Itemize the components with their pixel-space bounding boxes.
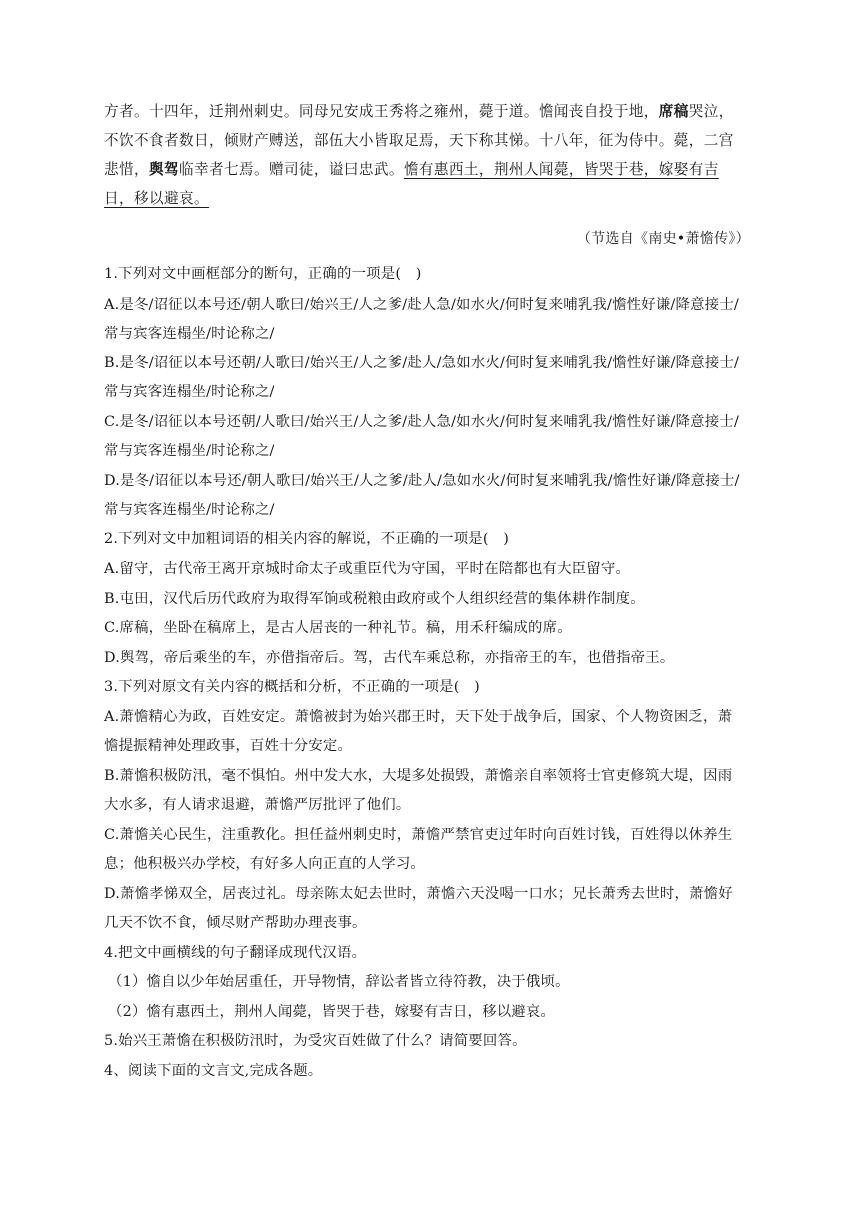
question-1-option-b: B.是冬/诏征以本号还朝/人歌曰/始兴王/人之爹/赴人/急如水火/何时复来哺乳我/憺性好谦/降意接士/ [104,355,740,371]
passage-line-3 [104,155,719,184]
question-4-sentence-1: （1）憺自以少年始居重任，开导物情，辞讼者皆立待符教，决于俄顷。 [108,974,570,990]
question-4-stem: 4.把文中画横线的句子翻译成现代汉语。 [104,945,367,961]
question-2-option-c: C.席稿，坐卧在稿席上，是古人居丧的一种礼节。稿，用禾秆编成的席。 [104,620,572,636]
question-2-option-d: D.舆驾，帝后乘坐的车，亦借指帝后。驾，古代车乘总称，亦指帝王的车，也借指帝王。 [104,650,675,666]
question-3-option-c: C.萧憺关心民生，注重教化。担任益州刺史时，萧憺严禁官吏过年时向百姓讨钱，百姓得以休养生 [104,827,733,843]
question-3-option-a: A.萧憺精心为政，百姓安定。萧憺被封为始兴郡王时，天下处于战争后，国家、个人物资困乏，萧 [104,709,733,725]
question-3-option-c-cont: 息；他积极兴办学校，有好多人向正直的人学习。 [104,856,425,872]
underlined-sentence: 日，移以避哀。 [104,190,209,207]
next-section-heading: 4、阅读下面的文言文,完成各题。 [104,1063,323,1079]
passage-line-1 [104,97,734,126]
question-1-option-a-cont: 常与宾客连榻坐/时论称之/ [104,326,275,342]
question-3-option-b: B.萧憺积极防汛，毫不惧怕。州中发大水，大堤多处损毁，萧憺亲自率领将士官吏修筑大堤，因雨 [104,768,733,784]
question-2-option-a: A.留守，古代帝王离开京城时命太子或重臣代为守国，平时在陪都也有大臣留守。 [104,561,631,577]
question-1-option-d-cont: 常与宾客连榻坐/时论称之/ [104,502,275,518]
passage-line-4 [104,184,209,213]
question-3-option-d-cont: 几天不饮不食，倾尽财产帮助办理丧事。 [104,915,367,931]
question-5-stem: 5.始兴王萧憺在积极防汛时，为受灾百姓做了什么？请简要回答。 [104,1033,527,1049]
question-3-option-d: D.萧憺孝悌双全，居丧过礼。母亲陈太妃去世时，萧憺六天没喝一口水；兄长萧秀去世时，萧憺好 [104,886,733,902]
passage-line-2: 不饮不食者数日，倾财产赙送，部伍大小皆取足焉，天下称其悌。十八年，征为侍中。薨，二宫 [104,132,734,149]
passage-text: 悲惜， [104,161,149,178]
question-3-stem: 3.下列对原文有关内容的概括和分析，不正确的一项是( ) [104,679,480,695]
passage-text: 哭泣， [688,103,734,120]
underlined-sentence: 憺有惠西土，荆州人闻薨，皆哭于巷，嫁娶有吉 [403,161,719,178]
question-1-option-d: D.是冬/诏征以本号还/朝人歌曰/始兴王/人之爹/赴人/急如水火/何时复来哺乳我/憺性好谦/降意接士/ [104,473,740,489]
bold-term-xigao: 席稿 [658,103,689,120]
question-4-sentence-2: （2）憺有惠西土，荆州人闻薨，皆哭于巷，嫁娶有吉日，移以避哀。 [108,1004,556,1020]
question-1-stem: 1.下列对文中画框部分的断句，正确的一项是( ) [104,266,422,282]
question-2-option-b: B.屯田，汉代后历代政府为取得军饷或税粮由政府或个人组织经营的集体耕作制度。 [104,591,645,607]
question-3-option-b-cont: 大水多，有人请求退避，萧憺严厉批评了他们。 [104,797,411,813]
question-1-option-b-cont: 常与宾客连榻坐/时论称之/ [104,384,275,400]
question-2-stem: 2.下列对文中加粗词语的相关内容的解说，不正确的一项是( ) [104,531,510,547]
question-1-option-c: C.是冬/诏征以本号还朝/人歌曰/始兴王/人之爹/赴人急/如水火/何时复来哺乳我/憺性好谦/降意接士/ [104,414,739,430]
question-3-option-a-cont: 憺提振精神处理政事，百姓十分安定。 [104,738,353,754]
question-1-option-c-cont: 常与宾客连榻坐/时论称之/ [104,443,275,459]
question-1-option-a: A.是冬/诏征以本号还/朝人歌曰/始兴王/人之爹/赴人急/如水火/何时复来哺乳我/憺性好谦/降意接士/ [104,297,739,313]
bold-term-yujia: 舆驾 [148,161,179,178]
passage-text: 方者。十四年，迁荆州刺史。同母兄安成王秀将之雍州，薨于道。憺闻丧自投于地， [104,103,659,120]
source-citation: （节选自《南史•萧憺传》） [576,231,750,247]
passage-text: 临幸者七焉。赠司徒，谥曰忠武。 [178,161,404,178]
